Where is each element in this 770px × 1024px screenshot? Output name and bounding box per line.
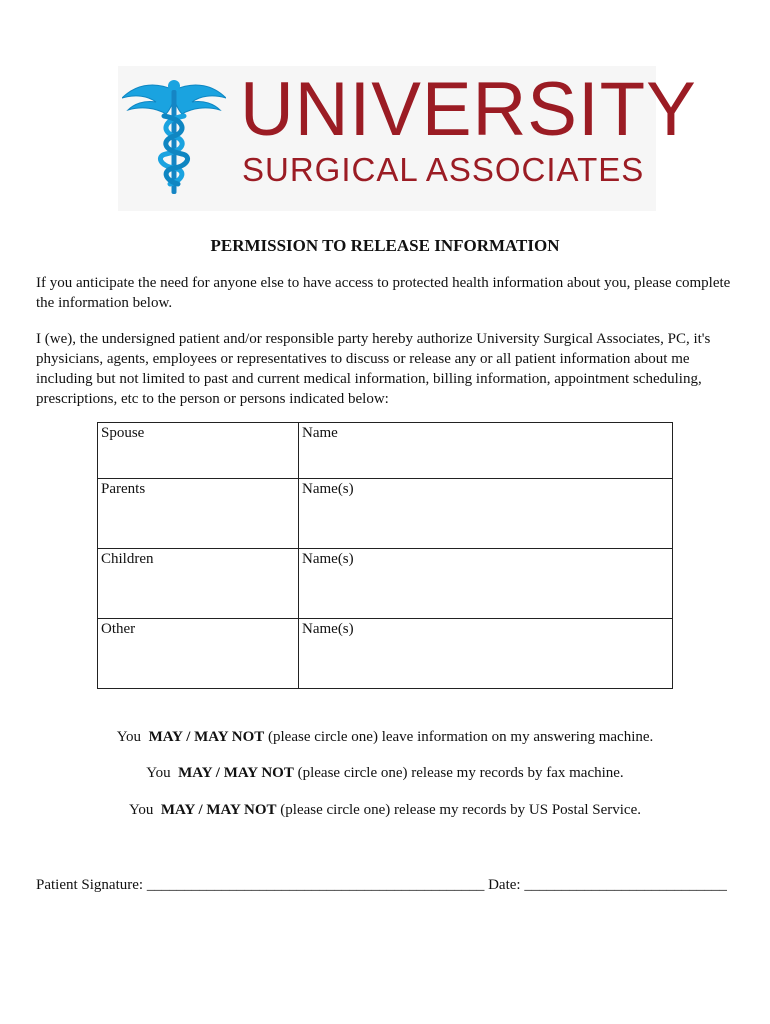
date-line[interactable]: ___________________________	[524, 877, 727, 893]
logo-wordmark-university: UNIVERSITY	[240, 67, 697, 152]
release-contacts-table	[97, 422, 673, 689]
relation-cell: Spouse	[98, 423, 299, 479]
table-row	[98, 479, 673, 549]
may-may-not-options[interactable]: MAY / MAY NOT	[178, 765, 294, 781]
permission-prefix: You	[146, 765, 171, 781]
name-field[interactable]: Name(s)	[299, 479, 673, 549]
logo	[118, 66, 697, 211]
relation-cell: Other	[98, 619, 299, 689]
table-row	[98, 549, 673, 619]
intro-paragraph: If you anticipate the need for anyone else to have access to protected health information about you, please complete the information below.	[36, 275, 731, 311]
may-may-not-options[interactable]: MAY / MAY NOT	[148, 729, 265, 745]
authorization-paragraph: I (we), the undersigned patient and/or responsible party hereby authorize University Surgical Associates, PC, it's physicians, agents, employees or representatives to discuss or release any or all patient information about me including but not limited to past and current medical information, billing information, appointment scheduling, prescriptions, etc to the person or persons indicated below:	[36, 331, 711, 407]
permission-fax	[0, 763, 770, 783]
permission-text: (please circle one) release my records by fax machine.	[297, 765, 624, 781]
permission-answering-machine	[0, 727, 770, 747]
table-row	[98, 619, 673, 689]
name-field[interactable]: Name(s)	[299, 549, 673, 619]
permission-text: (please circle one) release my records by US Postal Service.	[280, 802, 641, 818]
relation-cell: Children	[98, 549, 299, 619]
caduceus-icon	[122, 76, 226, 196]
form-title: PERMISSION TO RELEASE INFORMATION	[210, 236, 560, 255]
permission-postal	[0, 800, 770, 820]
logo-wordmark-surgical-associates: SURGICAL ASSOCIATES	[242, 151, 645, 188]
relation-cell: Parents	[98, 479, 299, 549]
name-field[interactable]: Name	[299, 423, 673, 479]
permission-text: (please circle one) leave information on my answering machine.	[268, 729, 654, 745]
signature-label: Patient Signature:	[36, 877, 144, 893]
signature-row	[36, 875, 727, 895]
table-row	[98, 423, 673, 479]
name-field[interactable]: Name(s)	[299, 619, 673, 689]
signature-line[interactable]: _____________________________________________	[146, 877, 485, 893]
may-may-not-options[interactable]: MAY / MAY NOT	[160, 802, 277, 818]
permission-prefix: You	[129, 802, 154, 818]
date-label: Date:	[488, 877, 521, 893]
permission-prefix: You	[116, 729, 142, 745]
